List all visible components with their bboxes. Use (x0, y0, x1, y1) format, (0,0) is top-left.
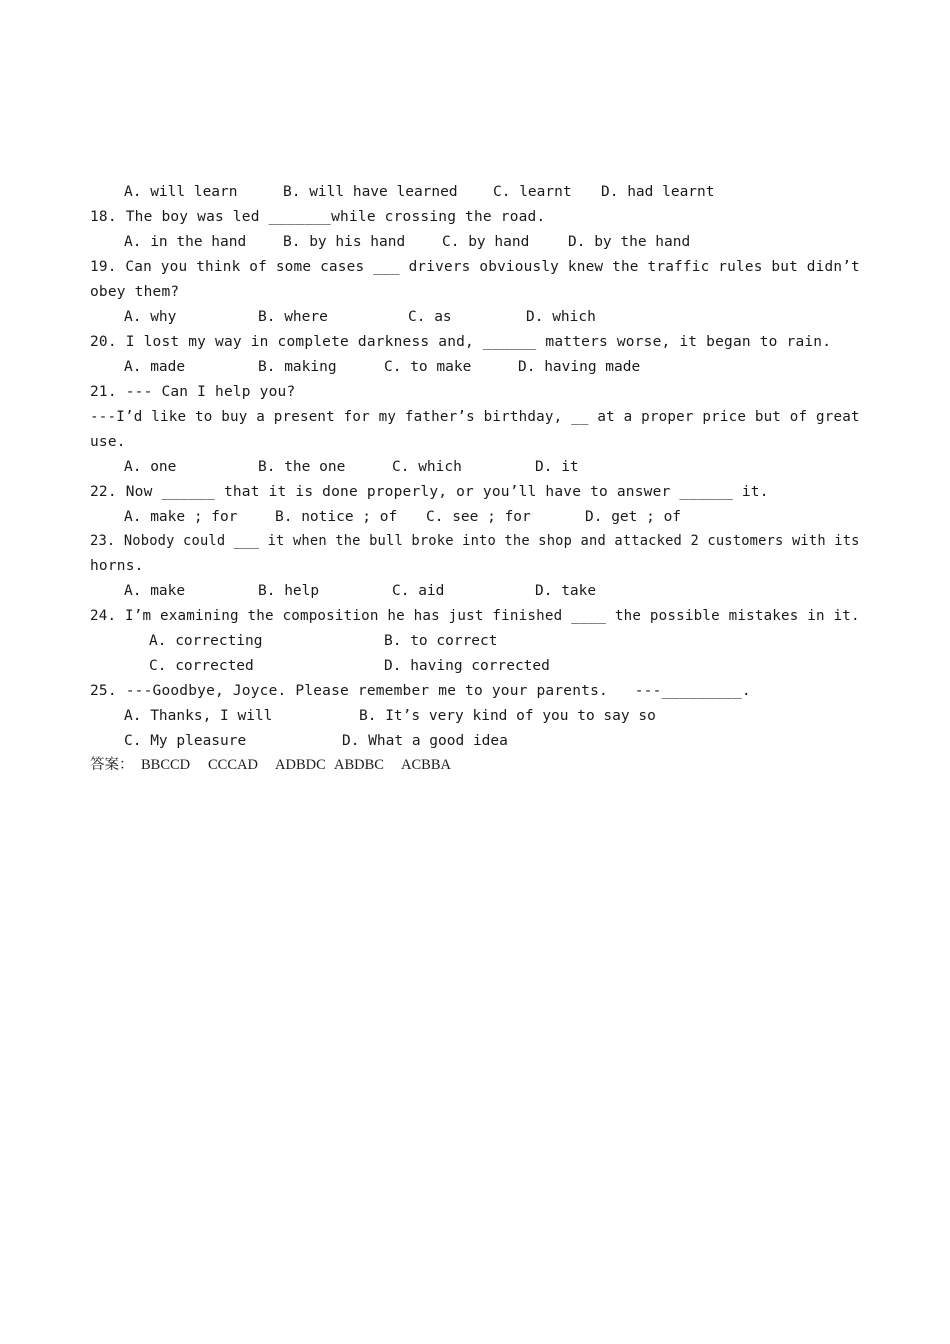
option-c: C. to make (384, 359, 472, 375)
answer-group: BBCCD (141, 757, 191, 773)
question-text: 18. The boy was led _______while crossing the road. (90, 209, 546, 225)
option-a: A. in the hand (124, 234, 247, 250)
option-a: A. will learn (124, 184, 238, 200)
option-a: A. correcting (149, 633, 263, 649)
question-text-continued: use. (90, 434, 126, 450)
option-d: D. having corrected (384, 658, 550, 674)
answer-group: ACBBA (401, 757, 451, 773)
question-text: 19. Can you think of some cases ___ drivers obviously knew the traffic rules but didn’t (90, 259, 860, 275)
option-c: C. corrected (149, 658, 254, 674)
option-b: B. the one (258, 459, 346, 475)
option-d: D. it (535, 459, 579, 475)
option-a: A. Thanks, I will (124, 708, 273, 724)
option-c: C. My pleasure (124, 733, 247, 749)
option-b: B. notice ; of (275, 509, 398, 525)
option-b: B. by his hand (283, 234, 406, 250)
option-b: B. will have learned (283, 184, 458, 200)
option-a: A. made (124, 359, 186, 375)
option-b: B. It’s very kind of you to say so (359, 708, 656, 724)
option-d: D. get ; of (585, 509, 682, 525)
question-text: 25. ---Goodbye, Joyce. Please remember me to your parents. ---_________. (90, 683, 751, 699)
option-d: D. by the hand (568, 234, 691, 250)
option-d: D. which (526, 309, 596, 325)
option-a: A. make (124, 583, 186, 599)
question-text-continued: horns. (90, 558, 144, 574)
option-d: D. having made (518, 359, 641, 375)
answer-key-label: 答案： (90, 757, 134, 773)
option-c: C. by hand (442, 234, 530, 250)
option-c: C. which (392, 459, 462, 475)
option-b: B. making (258, 359, 337, 375)
option-c: C. learnt (493, 184, 572, 200)
answer-group: ABDBC (334, 757, 384, 773)
question-text-continued: ---I’d like to buy a present for my father’s birthday, __ at a proper price but of great (90, 409, 860, 425)
option-d: D. had learnt (601, 184, 715, 200)
option-a: A. why (124, 309, 177, 325)
option-a: A. one (124, 459, 177, 475)
question-text: 24. I’m examining the composition he has just finished ____ the possible mistakes in it. (90, 608, 860, 624)
question-text: 23. Nobody could ___ it when the bull broke into the shop and attacked 2 customers with its (90, 533, 860, 549)
option-d: D. take (535, 583, 597, 599)
option-d: D. What a good idea (342, 733, 508, 749)
option-b: B. to correct (384, 633, 498, 649)
option-a: A. make ; for (124, 509, 238, 525)
question-text: 22. Now ______ that it is done properly, or you’ll have to answer ______ it. (90, 484, 769, 500)
question-text: 21. --- Can I help you? (90, 384, 296, 400)
question-text: 20. I lost my way in complete darkness and, ______ matters worse, it began to rain. (90, 334, 832, 350)
option-c: C. aid (392, 583, 445, 599)
option-b: B. where (258, 309, 328, 325)
answer-group: CCCAD (208, 757, 258, 773)
option-c: C. see ; for (426, 509, 531, 525)
answer-group: ADBDC (275, 757, 326, 773)
question-text-continued: obey them? (90, 284, 180, 300)
option-b: B. help (258, 583, 320, 599)
option-c: C. as (408, 309, 452, 325)
